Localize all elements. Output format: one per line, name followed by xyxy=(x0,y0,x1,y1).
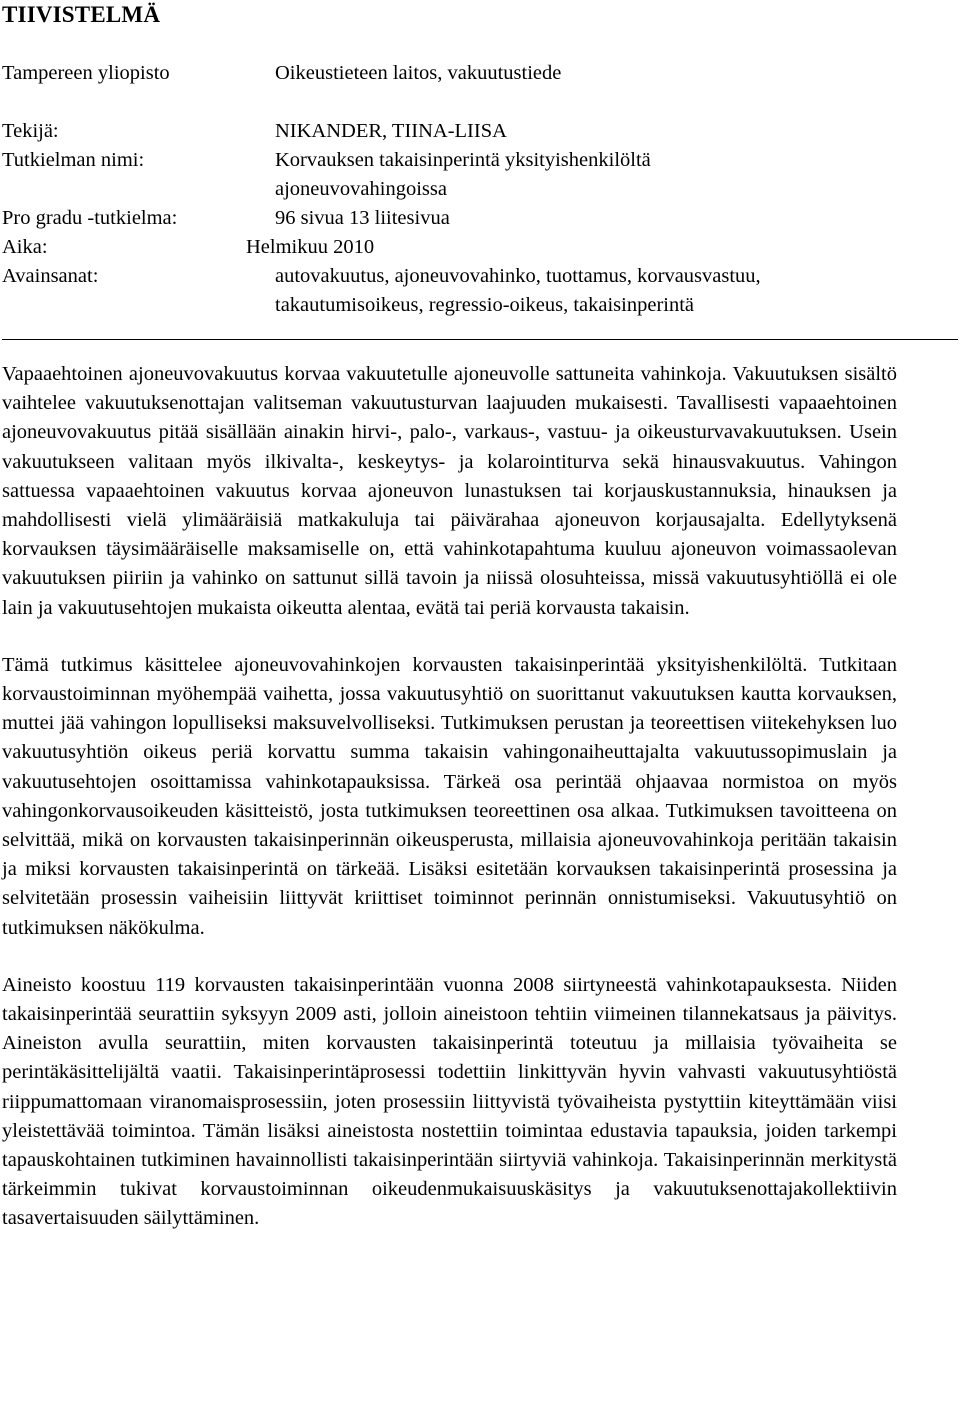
meta-row-time xyxy=(2,233,960,262)
keywords-value: autovakuutus, ajoneuvovahinko, tuottamus, korvausvastuu, takautumisoikeus, regressio-oikeus, takaisinperintä xyxy=(275,265,761,316)
university-label: Tampereen yliopisto xyxy=(2,62,170,84)
time-value: Helmikuu 2010 xyxy=(246,236,375,258)
section-divider xyxy=(2,339,958,340)
keywords-label: Avainsanat: xyxy=(2,265,99,287)
abstract-paragraph-1: Vapaaehtoinen ajoneuvovakuutus korvaa vakuutetulle ajoneuvolle sattuneita vahinkoja. Vakuutuksen sisältö vaihtelee vakuutuksenottajan valitseman vakuutusturvan laajuuden mukaisesti. Tavallisesti vapaaehtoinen ajoneuvovakuutus pitää sisällään ainakin hirvi-, palo-, varkaus-, vastuu- ja oikeusturvavakuutuksen. Usein vakuutukseen valitaan myös ilkivalta-, keskeytys- ja kolarointiturva sekä hinausvakuutus. Vahingon sattuessa vapaaehtoinen vakuutus korvaa ajoneuvon lunastuksen tai korjauskustannuksia, hinauksen ja mahdollisesti vielä ylimääräisiä matkakuluja tai päivärahaa ajoneuvon korjausajalta. Edellytyksenä korvauksen täysimääräiselle maksamiselle on, että vahinkotapahtuma kuuluu ajoneuvon voimassaolevan vakuutuksen piiriin ja vahinko on sattunut sillä tavoin ja niissä olosuhteissa, missä vakuutusyhtiöllä ei ole lain ja vakuutusehtojen mukaista oikeutta alentaa, evätä tai periä korvausta takaisin. xyxy=(2,363,897,619)
author-value: NIKANDER, TIINA-LIISA xyxy=(275,120,507,142)
abstract-paragraph-3: Aineisto koostuu 119 korvausten takaisinperintään vuonna 2008 siirtyneestä vahinkotapauksesta. Niiden takaisinperintää seurattiin syksyyn 2009 asti, jolloin aineistoon tehtiin viimeinen tilannekatsaus ja päivitys. Aineiston avulla seurattiin, miten korvausten takaisinperintä toteutuu ja millaisia työvaiheita se perintäkäsittelijältä vaatii. Takaisinperintäprosessi todettiin linkittyvän hyvin vahvasti vakuutusyhtiöstä riippumattomaan viranomaisprosessiin, joten prosessiin liittyvistä työvaiheista pystyttiin kiteyttämään viisi yleistettävää toimintoa. Tämän lisäksi aineistosta nostettiin toimintaa edustavia tapauksia, joiden tarkempi tapauskohtainen tutkiminen havainnollisti takaisinperintään siirtyviä vahinkoja. Takaisinperinnän merkitystä tärkeimmin tukivat korvaustoiminnan oikeudenmukaisuuskäsitys ja vakuutuksenottajakollektiivin tasavertaisuuden säilyttäminen. xyxy=(2,973,897,1230)
page-title: TIIVISTELMÄ xyxy=(2,2,161,27)
department-value: Oikeustieteen laitos, vakuutustiede xyxy=(275,62,562,84)
thesis-name-label: Tutkielman nimi: xyxy=(2,149,145,171)
meta-row-author xyxy=(2,117,960,146)
thesis-name-value: Korvauksen takaisinperintä yksityishenkilöltä ajoneuvovahingoissa xyxy=(275,149,651,200)
author-label: Tekijä: xyxy=(2,120,59,142)
pro-gradu-label: Pro gradu -tutkielma: xyxy=(2,207,178,229)
meta-spacer xyxy=(2,88,960,117)
meta-row-thesis-name xyxy=(2,146,960,204)
time-label: Aika: xyxy=(2,236,48,258)
meta-row-pro-gradu xyxy=(2,204,960,233)
meta-row-university xyxy=(2,59,960,88)
pro-gradu-value: 96 sivua 13 liitesivua xyxy=(275,207,450,229)
abstract-paragraph-2: Tämä tutkimus käsittelee ajoneuvovahinkojen korvausten takaisinperintää yksityishenkilöltä. Tutkitaan korvaustoiminnan myöhempää vaihetta, jossa vakuutusyhtiö on suorittanut vakuutuksen kautta korvauksen, muttei jää vahingon lopulliseksi maksuvelvolliseksi. Tutkimuksen perustan ja teoreettisen viitekehyksen luo vakuutusyhtiön oikeus periä korvattu summa takaisin vahingonaiheuttajalta vakuutussopimuslain ja vakuutusehtojen osoittamissa vahinkotapauksissa. Tärkeä osa perintää ohjaavaa normistoa on myös vahingonkorvausoikeuden käsitteistö, josta tutkimuksen teoreettinen osa alkaa. Tutkimuksen tavoitteena on selvittää, mikä on korvausten takaisinperinnän oikeusperusta, millaisia ajoneuvovahinkoja peritään takaisin ja miksi korvausten takaisinperintä on tärkeää. Lisäksi esitetään korvauksen takaisinperintä prosessina ja selvitetään prosessin vaiheisiin liittyvät kriittiset toiminnot perinnän onnistumiseksi. Vakuutusyhtiö on tutkimuksen näkökulma. xyxy=(2,653,897,939)
meta-row-keywords xyxy=(2,262,960,320)
thesis-metadata xyxy=(2,59,960,320)
